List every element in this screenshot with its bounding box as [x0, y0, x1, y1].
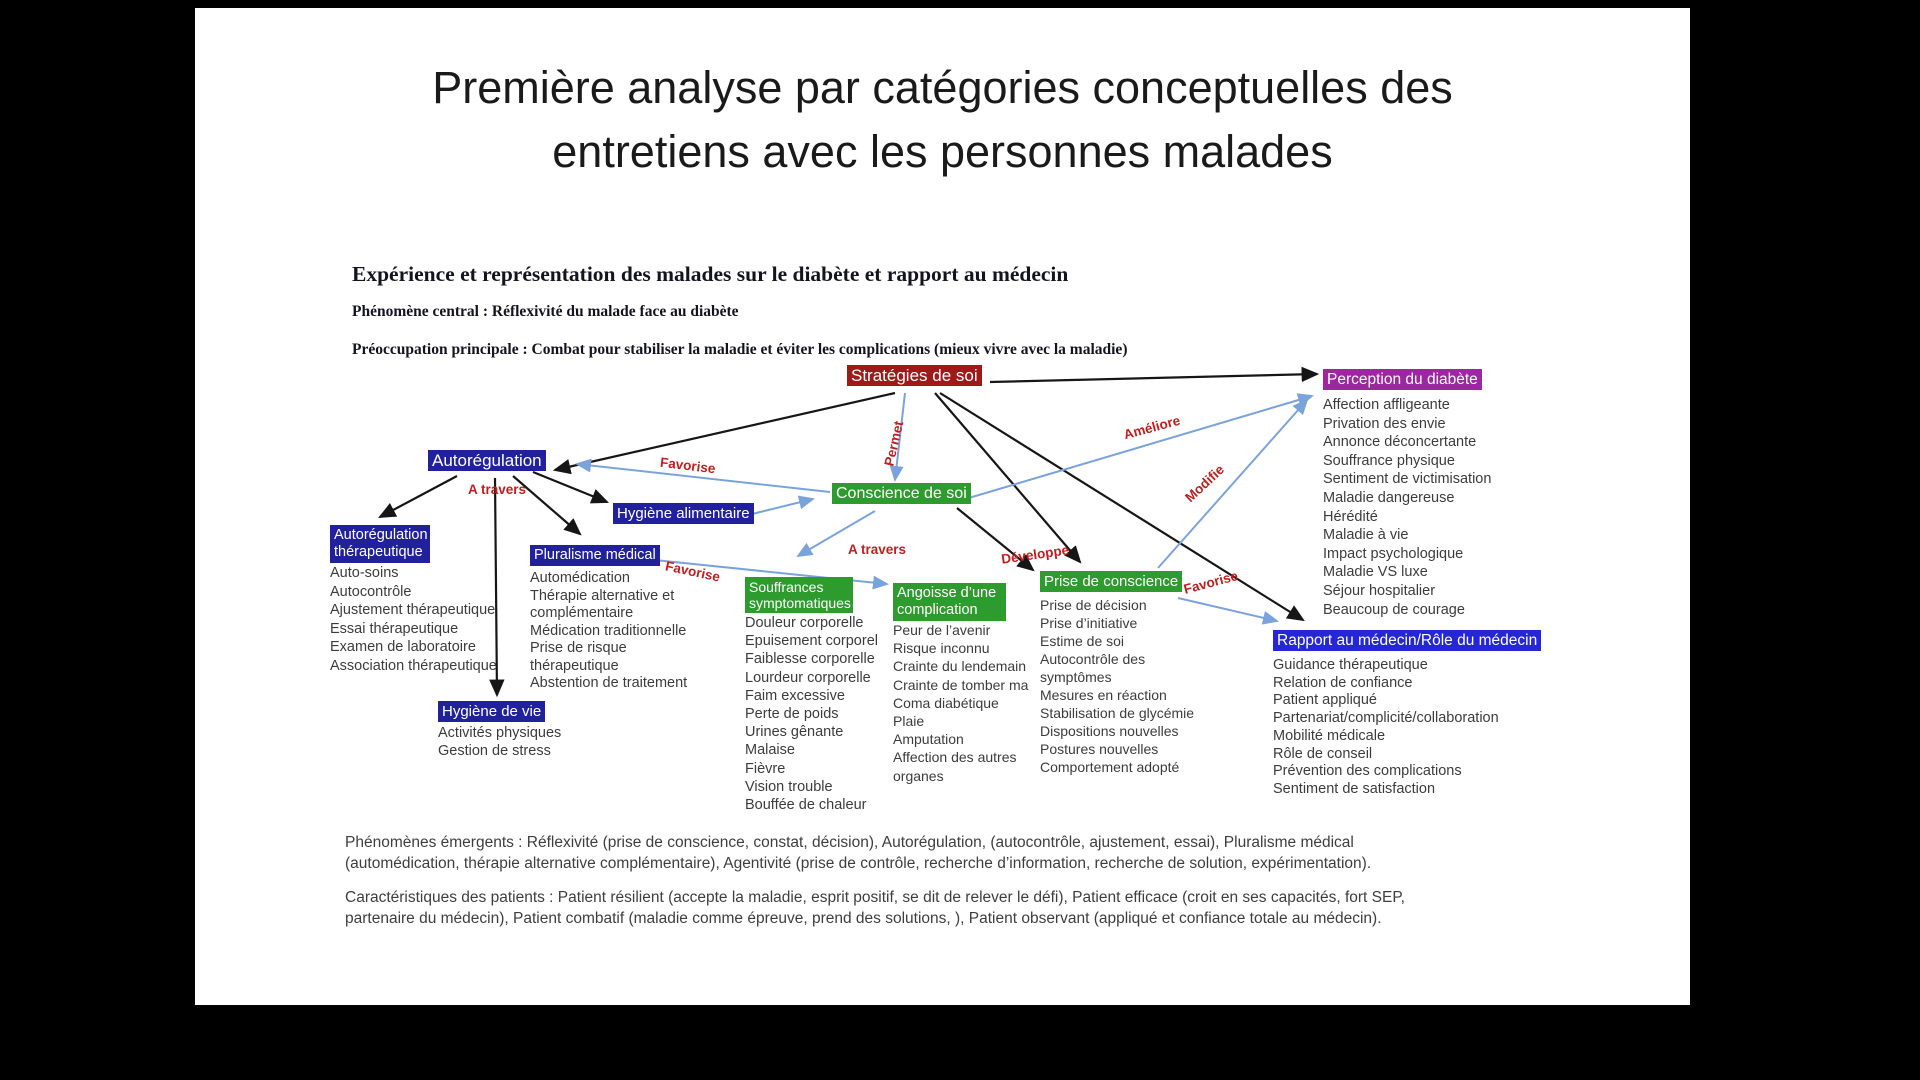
paragraph-caracteristiques-patients: Caractéristiques des patients : Patient résilient (accepte la maladie, esprit positif, se dit de relever le défi), Patient efficace (croit en ses capacités, fort SEP, partenaire du médecin), Patient combatif (maladie comme épreuve, prend des solutions, ), Patient observant (appliqué et confiance totale au médecin).: [345, 889, 1405, 927]
slide-title: [195, 56, 1690, 184]
edge-label-modifie: Modifie: [1182, 461, 1228, 506]
list-item: Lourdeur corporelle: [745, 669, 871, 686]
list-item: Maladie dangereuse: [1323, 489, 1455, 506]
list-item: Beaucoup de courage: [1323, 601, 1465, 618]
preoccupation-line: Préoccupation principale : Combat pour stabiliser la maladie et éviter les complications (mieux vivre avec la maladie): [352, 341, 1128, 358]
list-item: Douleur corporelle: [745, 615, 864, 631]
prise-conscience-list: [1040, 596, 1198, 776]
node-conscience-de-soi: Conscience de soi: [832, 483, 971, 504]
list-item: Maladie à vie: [1323, 527, 1409, 544]
node-pluralisme-medical: Pluralisme médical: [530, 545, 660, 566]
edge-label-permet: Permet: [881, 419, 907, 468]
paragraph-phenomenes-emergents: Phénomènes émergents : Réflexivité (prise de conscience, constat, décision), Autorégulation, (autocontrôle, ajustement, essai), Pluralisme médical (automédication, thérapie alternative complémentaire), Agentivité (prise de contrôle, recherche d’information, recherche de solution, expérimentation).: [345, 834, 1372, 872]
node-autoregulation: Autorégulation: [428, 450, 546, 471]
list-item: Peur de l’avenir: [893, 622, 991, 638]
list-item: Activités physiques: [438, 725, 562, 741]
list-item: Bouffée de chaleur: [745, 797, 867, 814]
list-item: Estime de soi: [1040, 633, 1125, 649]
list-item: Plaie: [893, 713, 925, 730]
list-item: Affection des autres organes: [893, 749, 1017, 784]
list-item: Annonce déconcertante: [1323, 434, 1477, 451]
list-item: Gestion de stress: [438, 743, 551, 760]
node-strategies-de-soi: Stratégies de soi: [847, 365, 982, 386]
arrow-strategies-prise-de-conscience: [935, 393, 1080, 562]
node-perception-diabete: Perception du diabète: [1323, 369, 1482, 390]
slide-title-line2: entretiens avec les personnes malades: [552, 126, 1333, 177]
list-item: Ajustement thérapeutique: [330, 602, 496, 618]
list-item: Guidance thérapeutique: [1273, 657, 1428, 673]
list-item: Privation des envie: [1323, 415, 1446, 432]
list-item: Patient appliqué: [1273, 692, 1377, 709]
autoregulation-therapeutique-list: [330, 564, 515, 675]
node-prise-de-conscience: Prise de conscience: [1040, 571, 1182, 592]
list-item: Abstention de traitement: [530, 675, 688, 691]
list-item: Faim excessive: [745, 687, 845, 704]
list-item: Médication traditionnelle: [530, 622, 687, 639]
arrow-strategies-perception: [990, 374, 1317, 382]
list-item: Vision trouble: [745, 778, 833, 795]
list-item: Affection affligeante: [1323, 397, 1450, 413]
list-item: Prévention des complications: [1273, 763, 1462, 780]
arrow-strategies-autoregulation: [555, 393, 895, 470]
list-item: Crainte du lendemain: [893, 658, 1027, 675]
edge-label-developpe: Développe: [1000, 542, 1070, 567]
edge-label-favorise-rapport: Favorise: [1182, 568, 1240, 597]
list-item: Dispositions nouvelles: [1040, 723, 1179, 739]
diagram-heading: Expérience et représentation des malades sur le diabète et rapport au médecin: [352, 262, 1069, 286]
list-item: Faiblesse corporelle: [745, 651, 875, 668]
list-item: Maladie VS luxe: [1323, 564, 1428, 581]
list-item: Automédication: [530, 570, 630, 586]
list-item: Sentiment de victimisation: [1323, 471, 1492, 488]
edge-label-a-travers-autoregulation: A travers: [468, 482, 527, 497]
list-item: Malaise: [745, 742, 795, 759]
arrow-autoregulation-therapeutique: [380, 476, 457, 517]
list-item: Mesures en réaction: [1040, 687, 1167, 703]
hygiene-vie-list: [438, 724, 608, 760]
node-rapport-medecin: Rapport au médecin/Rôle du médecin: [1273, 630, 1541, 651]
list-item: Prise d’initiative: [1040, 615, 1138, 631]
list-item: Impact psychologique: [1323, 545, 1464, 562]
list-item: Association thérapeutique: [330, 657, 497, 674]
perception-list: [1323, 396, 1513, 619]
list-item: Relation de confiance: [1273, 674, 1413, 691]
node-souffrances-symptomatiques: Souffrances symptomatiques: [745, 577, 853, 613]
node-hygiene-de-vie: Hygiène de vie: [438, 701, 545, 722]
list-item: Thérapie alternative et complémentaire: [530, 587, 675, 621]
list-item: Risque inconnu: [893, 640, 990, 657]
list-item: Souffrance physique: [1323, 452, 1455, 469]
list-item: Examen de laboratoire: [330, 639, 476, 655]
list-item: Epuisement corporel: [745, 633, 878, 650]
edge-label-favorise-pluralisme: Favorise: [664, 558, 722, 585]
list-item: Autocontrôle des symptômes: [1040, 651, 1146, 685]
list-item: Urines gênante: [745, 724, 844, 741]
list-item: Sentiment de satisfaction: [1273, 780, 1436, 797]
arrow-autoregulation-hygiene-alimentaire: [533, 472, 607, 502]
node-hygiene-alimentaire: Hygiène alimentaire: [613, 503, 754, 524]
edge-label-ameliore: Améliore: [1122, 412, 1182, 443]
node-autoregulation-therapeutique: Autorégulation thérapeutique: [330, 525, 430, 563]
list-item: Stabilisation de glycémie: [1040, 705, 1195, 721]
list-item: Auto-soins: [330, 565, 399, 581]
list-item: Postures nouvelles: [1040, 741, 1159, 757]
pluralisme-list: [530, 570, 702, 693]
list-item: Perte de poids: [745, 706, 839, 723]
slide-title-line1: Première analyse par catégories conceptuelles des: [432, 62, 1453, 113]
list-item: Partenariat/complicité/collaboration: [1273, 710, 1499, 727]
list-item: Prise de risque thérapeutique: [530, 640, 627, 674]
node-angoisse-complication: Angoisse d’une complication: [893, 583, 1006, 621]
list-item: Autocontrôle: [330, 583, 412, 600]
edge-label-a-travers-conscience: A travers: [848, 542, 907, 557]
souffrances-list: [745, 614, 890, 814]
list-item: Prise de décision: [1040, 597, 1147, 613]
list-item: Crainte de tomber ma: [893, 676, 1029, 693]
list-item: Fièvre: [745, 760, 786, 777]
list-item: Comportement adopté: [1040, 759, 1180, 775]
rapport-list: [1273, 657, 1553, 799]
edge-label-favorise-autoregulation: Favorise: [659, 454, 717, 477]
list-item: Séjour hospitalier: [1323, 582, 1436, 599]
list-item: Coma diabétique: [893, 694, 999, 711]
list-item: Essai thérapeutique: [330, 620, 459, 637]
list-item: Hérédité: [1323, 508, 1378, 525]
arrow-hygiene-alimentaire-conscience: [748, 499, 813, 515]
slide-canvas: [195, 8, 1690, 1005]
list-item: Mobilité médicale: [1273, 727, 1386, 744]
list-item: Rôle de conseil: [1273, 745, 1373, 762]
arrow-conscience-perception-ameliore: [962, 396, 1312, 500]
phenomene-central-line: Phénomène central : Réflexivité du malade face au diabète: [352, 303, 739, 320]
list-item: Amputation: [893, 731, 964, 748]
angoisse-list: [893, 621, 1033, 785]
